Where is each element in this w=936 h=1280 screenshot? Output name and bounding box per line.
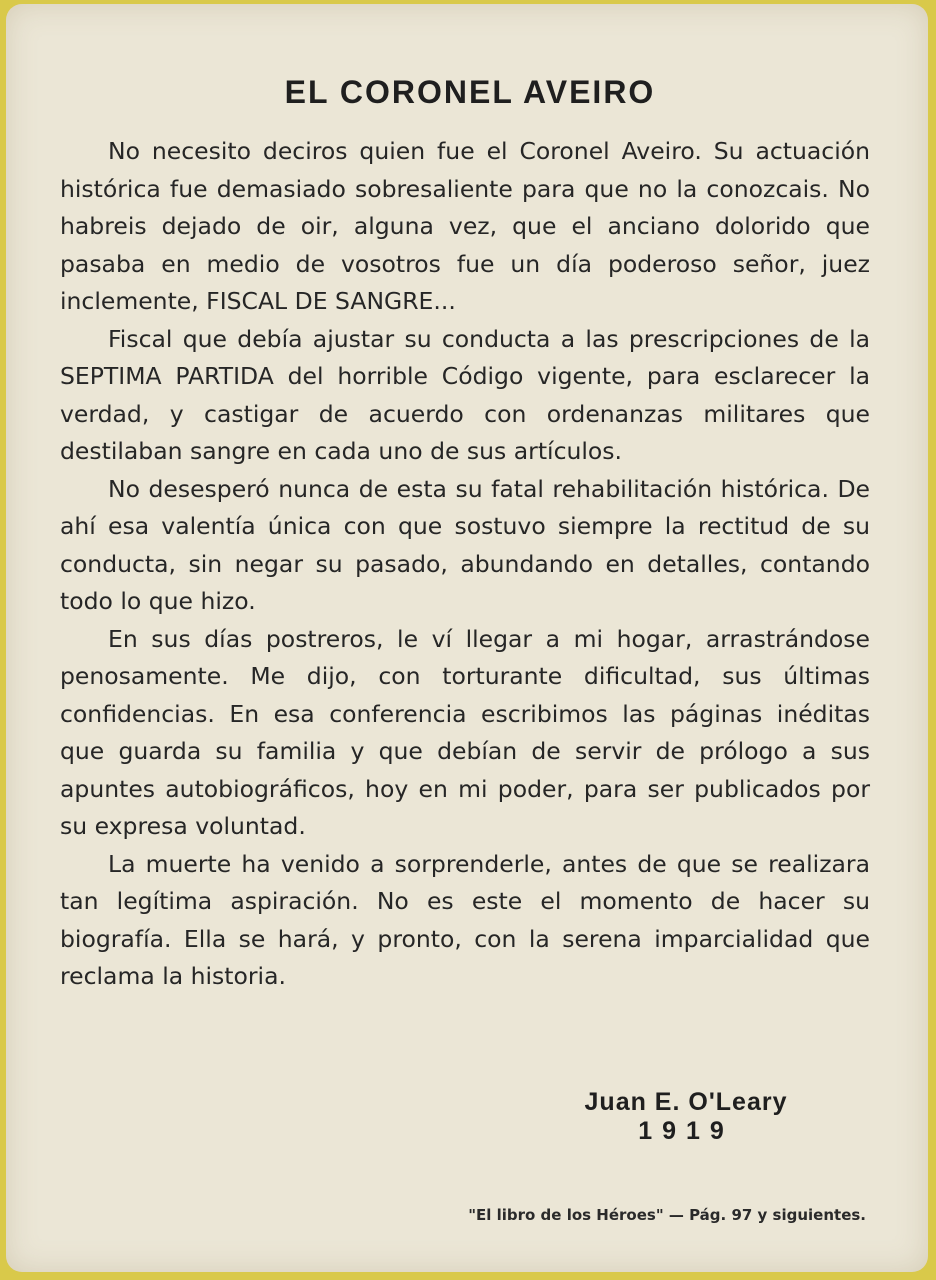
signature-year: 1919: [638, 1117, 734, 1145]
signature-name: Juan E. O'Leary: [584, 1088, 788, 1116]
source-citation: "El libro de los Héroes" — Pág. 97 y siguientes.: [468, 1206, 866, 1224]
paragraph-5: La muerte ha venido a sorprenderle, antes de que se realizara tan legítima aspiración. No es este el momento de hacer su biografía. Ella se hará, y pronto, con la serena imparcialidad que reclama la historia.: [60, 849, 870, 990]
paragraph-2: Fiscal que debía ajustar su conducta a las prescripciones de la SEPTIMA PARTIDA del horrible Código vigente, para esclarecer la verdad, y castigar de acuerdo con ordenanzas militares que destilaban sangre en cada uno de sus artículos.: [60, 324, 870, 465]
paragraph-3: No desesperó nunca de esta su fatal rehabilitación histórica. De ahí esa valentía única con que sostuvo siempre la rectitud de su conducta, sin negar su pasado, abundando en detalles, contando todo lo que hizo.: [60, 474, 870, 615]
document-title: EL CORONEL AVEIRO: [284, 74, 656, 110]
paragraph-4: En sus días postreros, le ví llegar a mi hogar, arrastrándose penosamente. Me dijo, con torturante dificultad, sus últimas confidencias. En esa conferencia escribimos las páginas inéditas que guarda su familia y que debían de servir de prólogo a sus apuntes autobiográficos, hoy en mi poder, para ser publicados por su expresa voluntad.: [60, 624, 870, 840]
paragraph-1: No necesito deciros quien fue el Coronel Aveiro. Su actuación histórica fue demasiado sobresaliente para que no la conozcais. No habreis dejado de oir, alguna vez, que el anciano dolorido que pasaba en medio de vosotros fue un día poderoso señor, juez inclemente, FISCAL DE SANGRE...: [60, 137, 870, 315]
document-page: [6, 4, 928, 1272]
signature-block: [566, 1088, 806, 1146]
document-body: [60, 74, 870, 996]
